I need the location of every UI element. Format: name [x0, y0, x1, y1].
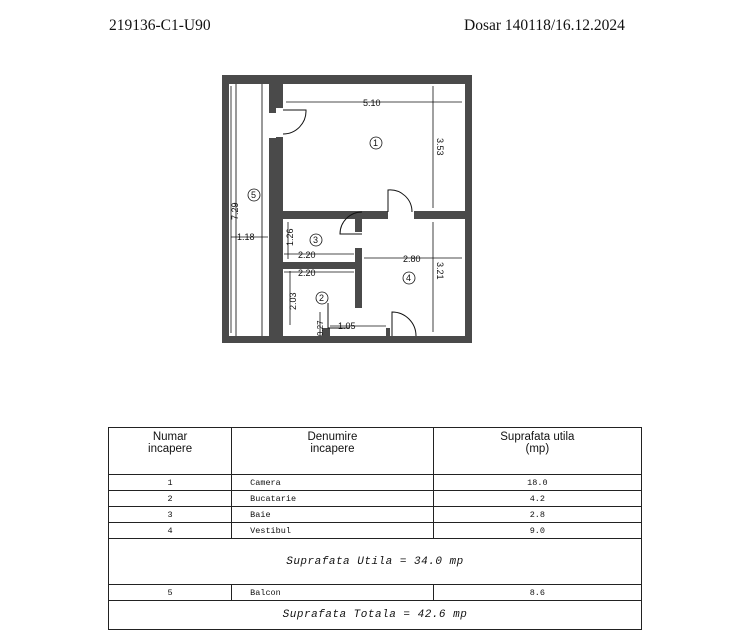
row-name: Camera	[232, 475, 434, 491]
door-camera	[388, 190, 412, 212]
row-area: 4.2	[433, 491, 641, 507]
wall-camera-bottom-a	[276, 211, 388, 219]
dim-camera-depth: 3.53	[435, 138, 445, 156]
wall-bath-kitchen	[276, 262, 362, 269]
header-room-name-line1: Denumire	[307, 431, 358, 443]
door-camera-balcony	[283, 110, 306, 134]
header-room-number-line1: Numar	[152, 431, 188, 443]
row-area: 8.6	[433, 585, 641, 601]
doors	[283, 110, 416, 336]
wall-bottom	[222, 336, 472, 343]
total-utila: Suprafata Utila = 34.0 mp	[109, 539, 642, 585]
dim-door-gap: 1.05	[338, 321, 356, 331]
room-label-2: 2	[319, 293, 325, 303]
table-row	[109, 507, 642, 523]
table-row	[109, 475, 642, 491]
header-room-name-line2: incapere	[310, 443, 355, 455]
wall-right	[465, 75, 472, 343]
dosar-number: Dosar 140118/16.12.2024	[464, 17, 625, 34]
header-surface-line2: (mp)	[525, 443, 550, 455]
row-number: 5	[109, 585, 232, 601]
wall-bottom-stub-b	[386, 328, 390, 340]
room-label-4: 4	[406, 273, 412, 283]
row-number: 4	[109, 523, 232, 539]
door-entrance	[392, 312, 416, 336]
table-row	[109, 523, 642, 539]
row-area: 2.8	[433, 507, 641, 523]
walls	[222, 75, 472, 343]
total-surface: Suprafata Totala = 42.6 mp	[109, 601, 642, 630]
room-label-1: 1	[373, 138, 379, 148]
table-row	[109, 491, 642, 507]
document-reference: 219136-C1-U90	[109, 17, 211, 34]
total-row	[109, 601, 642, 630]
row-name: Bucatarie	[232, 491, 434, 507]
row-number: 2	[109, 491, 232, 507]
dim-bath-width: 2.20	[298, 250, 316, 260]
dim-balcony-width: 1.18	[237, 232, 255, 242]
row-number: 3	[109, 507, 232, 523]
header-room-number	[109, 428, 232, 475]
row-area: 9.0	[433, 523, 641, 539]
row-name: Baie	[232, 507, 434, 523]
header-surface	[433, 428, 641, 475]
row-number: 1	[109, 475, 232, 491]
header-surface-line1: Suprafata utila	[500, 431, 575, 443]
dim-camera-width: 5.10	[363, 98, 381, 108]
dim-bath-depth: 1.26	[285, 228, 295, 246]
wall-balcony-lower	[269, 138, 276, 340]
wall-camera-left-a	[276, 84, 283, 108]
dim-kitchen-width: 2.20	[298, 268, 316, 278]
wall-camera-left-b	[276, 137, 283, 219]
dimension-lines	[231, 86, 462, 335]
dim-niche: 0.27	[316, 320, 325, 336]
dim-hall-width: 2.80	[403, 254, 421, 264]
wall-bath-right-b	[355, 248, 362, 308]
surface-table	[108, 427, 642, 630]
room-label-3: 3	[313, 235, 319, 245]
row-name: Balcon	[232, 585, 434, 601]
wall-top	[222, 75, 472, 84]
dim-kitchen-depth: 2.03	[288, 292, 298, 310]
wall-bath-right-a	[355, 219, 362, 232]
table-row	[109, 585, 642, 601]
dim-hall-depth: 3.21	[435, 262, 445, 280]
total-utila-row	[109, 539, 642, 585]
header-room-name	[232, 428, 434, 475]
header-room-number-line2: incapere	[148, 443, 193, 455]
wall-left	[222, 75, 229, 343]
row-area: 18.0	[433, 475, 641, 491]
wall-inner-left	[276, 219, 283, 336]
wall-balcony-upper	[269, 75, 276, 113]
room-label-5: 5	[251, 190, 257, 200]
wall-camera-bottom-b	[414, 211, 465, 219]
dim-total-length: 7.29	[230, 202, 240, 220]
row-name: Vestibul	[232, 523, 434, 539]
